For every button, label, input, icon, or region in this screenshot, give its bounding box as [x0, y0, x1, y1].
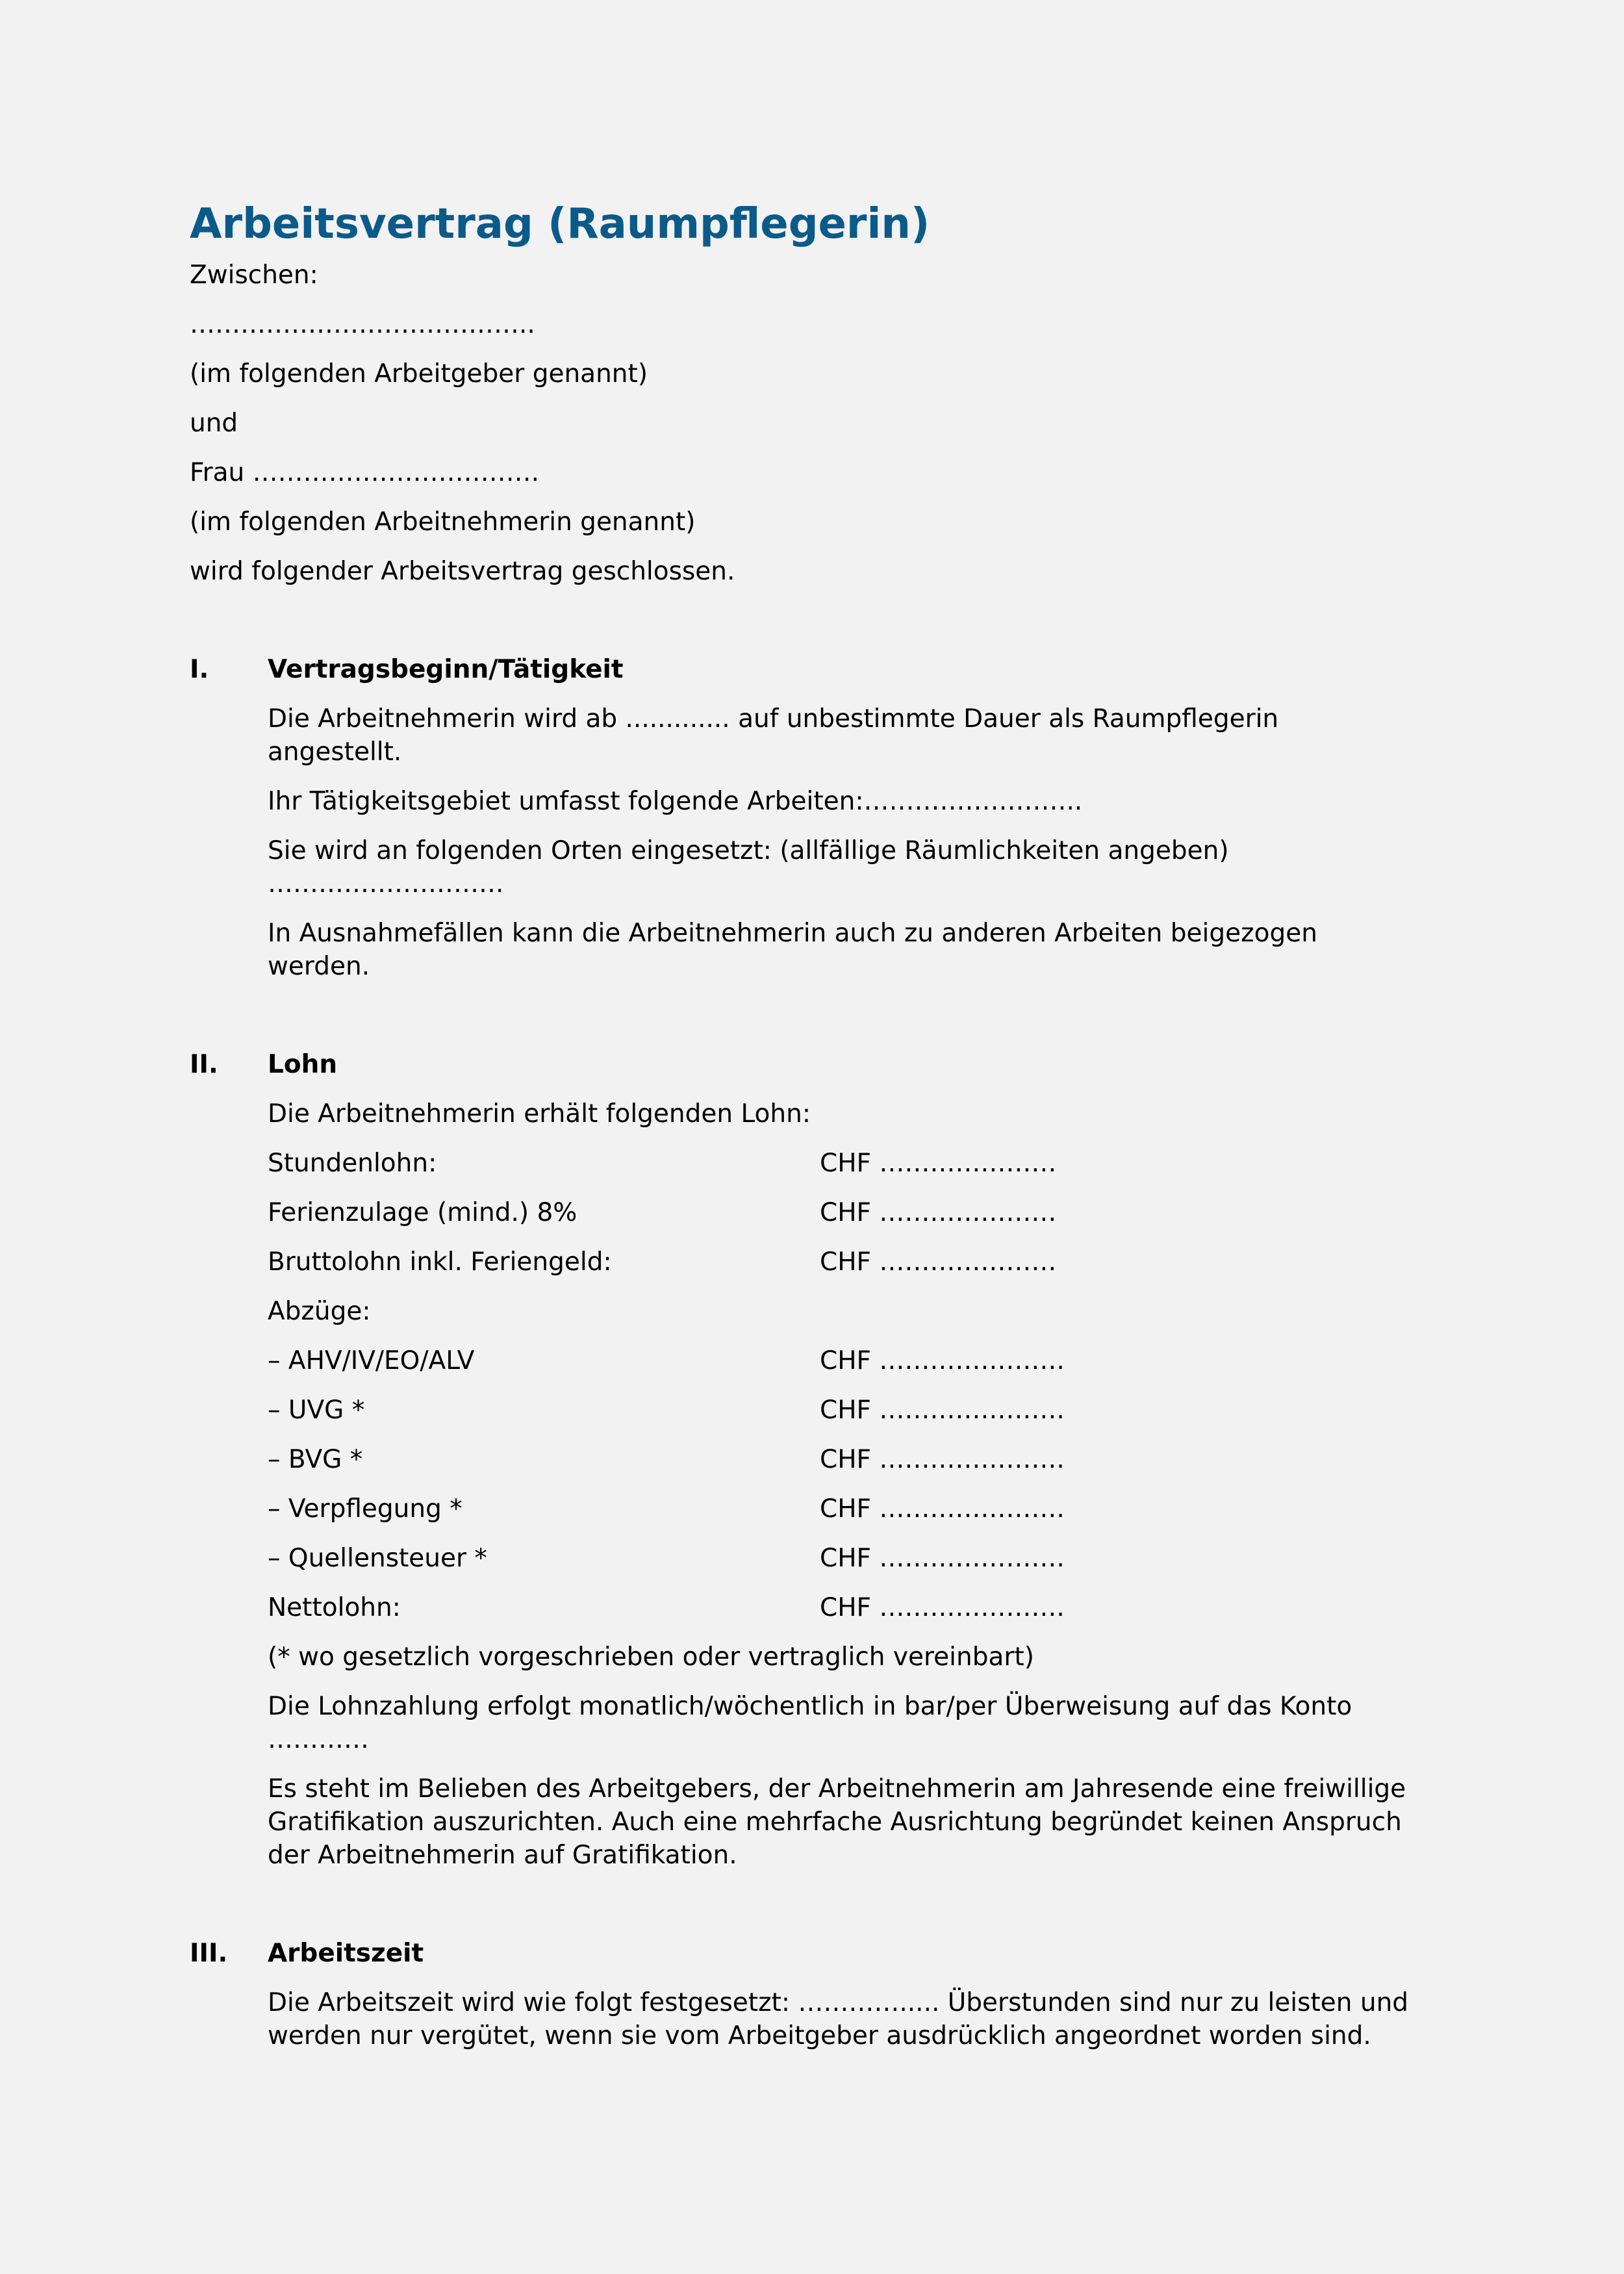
section-body: [268, 1986, 1411, 2052]
wage-row-label: – UVG *: [268, 1396, 365, 1425]
employer-note: (im folgenden Arbeitgeber genannt): [190, 359, 648, 389]
footnote: (* wo gesetzlich vorgeschrieben oder vertraglich vereinbart): [268, 1642, 1034, 1672]
deduction-row: [268, 1344, 1411, 1377]
section-title: Arbeitszeit: [268, 1939, 424, 1968]
wage-row-label: Nettolohn:: [268, 1593, 401, 1622]
deduction-row: [268, 1443, 1411, 1476]
net-wage-row: [268, 1591, 1411, 1624]
wage-row-value: CHF ………………….: [820, 1346, 1065, 1375]
wage-row-value: CHF ………………….: [820, 1544, 1065, 1573]
start-date-paragraph: Die Arbeitnehmerin wird ab ............. auf unbestimmte Dauer als Raumpflegerin angestellt.: [268, 704, 1279, 767]
section-number: III.: [190, 1939, 228, 1968]
section-number: I.: [190, 655, 209, 684]
employee-note: (im folgenden Arbeitnehmerin genannt): [190, 507, 696, 537]
work-locations-paragraph: Sie wird an folgenden Orten eingesetzt: (allfällige Räumlichkeiten angeben) ……………………….: [268, 836, 1229, 899]
wage-row-label: – Verpflegung *: [268, 1494, 463, 1524]
wage-row-label: – Quellensteuer *: [268, 1544, 487, 1573]
wage-row-value: CHF …………………: [820, 1198, 1057, 1227]
intro-conclusion: wird folgender Arbeitsvertrag geschlossen.: [190, 557, 735, 586]
wage-row-value: CHF …………………: [820, 1247, 1057, 1277]
deductions-heading-row: [268, 1295, 1411, 1328]
working-hours-paragraph: Die Arbeitszeit wird wie folgt festgesetzt: …………..... Überstunden sind nur zu leisten und werden nur vergütet, wenn sie vom Arbeitgeber ausdrücklich angeordnet worden sind.: [268, 1988, 1409, 2050]
wage-row-label: Ferienzulage (mind.) 8%: [268, 1198, 577, 1227]
document-title: Arbeitsvertrag (Raumpflegerin): [190, 200, 930, 248]
section-body: [268, 1097, 1411, 1872]
wage-row: [268, 1196, 1411, 1229]
deduction-row: [268, 1394, 1411, 1427]
section-heading: [190, 1937, 1424, 1970]
wage-row-value: CHF …………………: [820, 1149, 1057, 1178]
wage-intro: Die Arbeitnehmerin erhält folgenden Lohn:: [268, 1099, 811, 1129]
section-title: Lohn: [268, 1050, 338, 1079]
section-wage: [190, 1048, 1424, 1872]
employer-blank: …………………………………..: [190, 310, 535, 339]
wage-row-label: – AHV/IV/EO/ALV: [268, 1346, 475, 1375]
parties-intro: [190, 259, 1424, 588]
intro-and: und: [190, 409, 238, 438]
wage-row-label: – BVG *: [268, 1445, 363, 1474]
activity-scope-paragraph: Ihr Tätigkeitsgebiet umfasst folgende Arbeiten:……………………..: [268, 787, 1083, 816]
wage-row-value: CHF ………………….: [820, 1396, 1065, 1425]
deduction-row: [268, 1542, 1411, 1575]
employee-blank: Frau …………………………….: [190, 458, 540, 487]
exceptions-paragraph: In Ausnahmefällen kann die Arbeitnehmerin auch zu anderen Arbeiten beigezogen werden.: [268, 919, 1317, 981]
section-heading: [190, 653, 1424, 686]
wage-row: [268, 1147, 1411, 1180]
wage-row-label: Stundenlohn:: [268, 1149, 437, 1178]
wage-row-label: Bruttolohn inkl. Feriengeld:: [268, 1247, 612, 1277]
section-body: [268, 702, 1411, 983]
section-title: Vertragsbeginn/Tätigkeit: [268, 655, 624, 684]
gratuity-paragraph: Es steht im Belieben des Arbeitgebers, der Arbeitnehmerin am Jahresende eine freiwillige Gratifikation auszurichten. Auch eine mehrfache Ausrichtung begründet keinen Anspruch der Arbeitnehmerin auf Gratifikation.: [268, 1774, 1406, 1870]
wage-row-value: [820, 1295, 1411, 1328]
section-heading: [190, 1048, 1424, 1081]
section-contract-start: [190, 653, 1424, 983]
intro-between: Zwischen:: [190, 261, 318, 290]
wage-row-value: CHF ………………….: [820, 1445, 1065, 1474]
wage-row-value: CHF ………………….: [820, 1593, 1065, 1622]
contract-page: [190, 195, 1424, 2052]
section-number: II.: [190, 1050, 218, 1079]
wage-row-value: CHF ………………….: [820, 1494, 1065, 1524]
section-working-hours: [190, 1937, 1424, 2052]
deduction-row: [268, 1492, 1411, 1526]
wage-row-label: Abzüge:: [268, 1297, 371, 1326]
wage-row: [268, 1246, 1411, 1279]
payment-method-paragraph: Die Lohnzahlung erfolgt monatlich/wöchentlich in bar/per Überweisung auf das Konto …………: [268, 1692, 1352, 1754]
